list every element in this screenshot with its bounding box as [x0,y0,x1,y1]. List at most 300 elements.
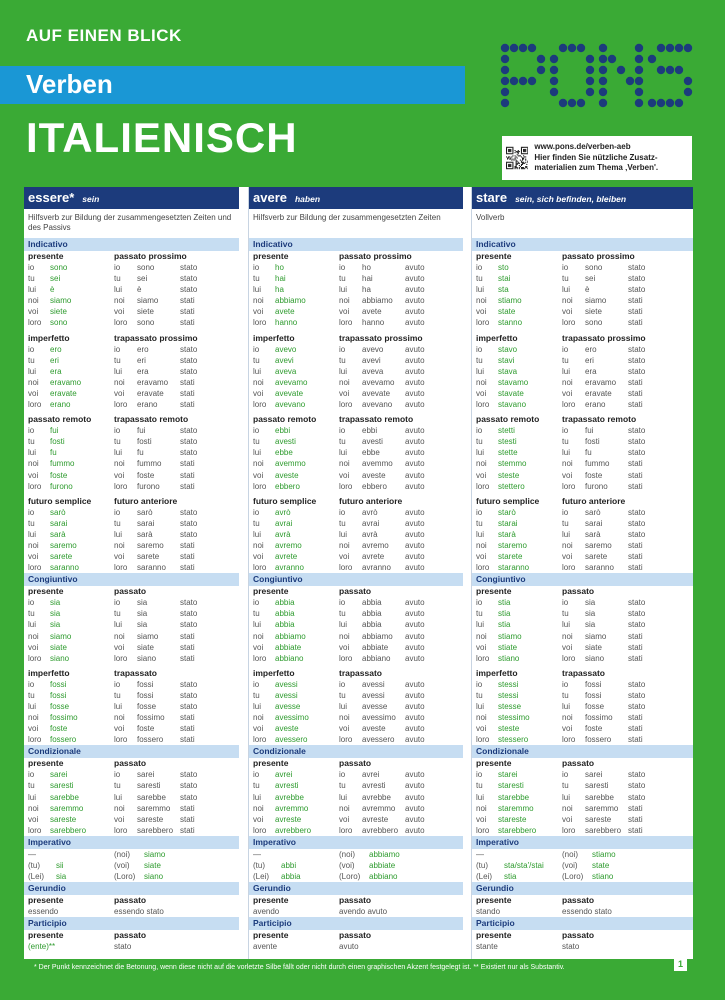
conjugation-row [249,723,463,734]
tense-name: presente [253,895,289,906]
conjugation-row [249,295,463,306]
tense-name: passato [339,895,372,906]
pronoun: noi [476,540,487,550]
pronoun: lui [28,792,37,802]
conjugation-row [24,377,239,388]
pronoun: avuto [405,792,425,802]
conjugation-row [249,792,463,803]
tense-header [249,758,463,769]
tense-name: passato prossimo [562,251,635,261]
verb-form: avessi [275,690,298,700]
verb-form: fossimo [585,713,613,723]
pronoun: stato [628,529,646,539]
verb-form: aveste [362,724,386,734]
pronoun: lui [28,285,37,295]
tense-name: trapassato remoto [562,414,637,425]
verb-form: abbiate [369,861,396,871]
pronoun: loro [476,563,490,573]
verb-form: sia [56,872,67,882]
pronoun: avuto [405,355,425,365]
verb-header [24,187,239,209]
form: (ente)** [28,942,56,952]
verb-form: stia [498,609,511,619]
pronoun: stati [628,653,643,663]
pronoun: stato [628,620,646,630]
verb-form: fu [50,448,57,458]
pronoun: avuto [405,598,425,608]
tense-name: passato [562,895,595,906]
tense-name: imperfetto [28,332,70,343]
verb-form: siete [585,307,602,317]
verb-form: avrebbe [275,792,304,802]
qr-url[interactable]: www.pons.de/verben-aeb [534,142,631,152]
pronoun: (Lei) [253,872,270,882]
pronoun: noi [339,713,350,723]
verb-form: staresti [498,781,524,791]
verb-form: stai [498,274,511,284]
verb-form: è [585,285,590,295]
verb-form: sarò [585,507,601,517]
verb-column-avere [248,187,463,959]
mood-header: Imperativo [472,836,693,849]
conjugation-row [472,507,693,518]
verb-form: ha [275,285,284,295]
pronoun: avuto [405,770,425,780]
pronoun: tu [28,437,35,447]
verb-form: avessero [275,735,308,745]
verb-form: abbia [362,609,382,619]
verb-form: furono [50,481,73,491]
conjugation-row [24,814,239,825]
verb-form: abbiano [369,872,398,882]
pronoun: stati [180,563,195,573]
pronoun: avuto [405,400,425,410]
pronoun: loro [339,318,353,328]
verb-form: sto [498,263,509,272]
verb-header [472,187,693,209]
verb-form: avesti [275,437,296,447]
conjugation-row [472,941,693,952]
verb-form: avessero [362,735,395,745]
pronoun: voi [339,307,350,317]
pronoun: avuto [405,318,425,328]
verb-form: avesti [362,437,383,447]
pronoun: noi [562,296,573,306]
pronoun: io [114,598,121,608]
tense-header [24,668,239,679]
tense-name: trapassato [562,667,605,678]
pronoun: io [253,507,260,517]
conjugation-row [24,470,239,481]
conjugation-row [249,377,463,388]
conjugation-row [249,701,463,712]
verb-form: hanno [275,318,298,328]
pronoun: stati [180,653,195,663]
verb-form: stesse [498,702,522,711]
verb-form: eravate [50,388,77,398]
verb-form: avrei [362,770,380,780]
pronoun: stati [628,563,643,573]
verb-form: siate [50,642,67,652]
conjugation-row [472,723,693,734]
verb-form: saremmo [50,803,84,813]
pronoun: loro [253,825,267,835]
verb-form: siamo [137,296,159,306]
mood-header: Imperativo [249,836,463,849]
pronoun: lui [562,702,571,711]
pronoun: io [253,263,260,272]
pronoun: lui [253,792,262,802]
pronoun: lui [476,285,485,295]
verb-form: furono [585,481,608,491]
verb-form: stavi [498,355,515,365]
conjugation-row [472,803,693,814]
pronoun: io [476,344,483,354]
verb-form: starete [498,552,523,562]
verb-form: stia [498,598,511,608]
pronoun: avuto [405,274,425,284]
pronoun: stato [180,690,198,700]
conjugation-row [24,425,239,436]
pronoun: loro [562,735,576,745]
pronoun: io [339,770,346,780]
verb-form: sono [585,263,603,272]
verb-form: avesse [275,702,301,711]
conjugation-row [472,562,693,573]
tense-name: passato [339,586,372,597]
tense-name: passato [339,930,372,941]
conjugation-row [472,399,693,410]
pronoun: voi [253,470,264,480]
verb-form: è [137,285,142,295]
pronoun: noi [339,296,350,306]
verb-form: sareste [585,814,612,824]
tense-name: imperfetto [253,332,295,343]
conjugation-row [472,273,693,284]
pronoun: loro [476,653,490,663]
tense-name: futuro semplice [28,495,92,506]
conjugation-row [24,388,239,399]
pronoun: tu [253,781,260,791]
tense-name: presente [28,251,64,261]
pronoun: stato [628,702,646,711]
verb-form: fossi [585,690,602,700]
conjugation-row [24,849,239,860]
pronoun: voi [28,724,39,734]
tense-name: presente [253,758,289,769]
tense-name: trapassato [114,667,157,678]
pronoun: stato [180,344,198,354]
pronoun: io [562,426,569,436]
verb-form: foste [137,470,155,480]
conjugation-row [472,518,693,529]
tense-header [472,496,693,507]
conjugation-row [24,399,239,410]
pronoun: avuto [405,377,425,387]
conjugation-row [249,344,463,355]
mood-header: Participio [249,917,463,930]
tense-header [24,496,239,507]
tense-name: presente [476,758,512,769]
verb-note: Vollverb [476,213,505,222]
verb-form: avessi [362,690,385,700]
verb-note: Hilfsverb zur Bildung der zusammengesetzten Zeiten und des Passivs [28,213,232,232]
pronoun: noi [476,803,487,813]
conjugation-row [472,769,693,780]
tense-name: trapassato prossimo [339,332,423,343]
pronoun: loro [28,400,42,410]
tense-name: imperfetto [476,332,518,343]
pronoun: stati [180,459,195,469]
mood-header: Condizionale [472,745,693,758]
pronoun: lui [562,448,571,458]
verb-form: sarebbe [50,792,79,802]
pronoun: voi [562,388,573,398]
verb-form: avevano [275,400,306,410]
pronoun: tu [253,274,260,284]
pronoun: io [28,344,35,354]
conjugation-row [24,690,239,701]
verb-form: sia [585,620,596,630]
pronoun: stati [628,735,643,745]
verb-form: avrà [362,529,378,539]
verb-form: ha [362,285,371,295]
pronoun: lui [253,285,262,295]
verb-form: abbiano [275,653,304,663]
conjugation-row [249,518,463,529]
verb-form: starò [498,507,516,517]
verb-form: siamo [137,631,159,641]
tense-name: passato [562,930,595,941]
conjugation-row [249,860,463,871]
verb-note: Hilfsverb zur Bildung der zusammengesetzten Zeiten [253,213,441,222]
verb-form: avresti [275,781,299,791]
pronoun: avuto [405,563,425,573]
pronoun: stati [180,377,195,387]
pronoun: stato [628,609,646,619]
pronoun: loro [562,400,576,410]
pronoun: io [562,679,569,689]
conjugation-row [24,723,239,734]
form: essendo [28,907,59,917]
conjugation-row [472,871,693,882]
pronoun: avuto [405,814,425,824]
conjugation-row [24,306,239,317]
pronoun: voi [114,470,125,480]
pronoun: tu [339,437,346,447]
pronoun: loro [562,825,576,835]
pronoun: voi [339,814,350,824]
verb-form: fosti [50,437,65,447]
verb-form: sii [56,861,64,871]
verb-form: saremo [50,540,77,550]
conjugation-row [249,803,463,814]
verb-form: stette [498,448,518,458]
conjugation-row [249,388,463,399]
verb-form: saremo [137,540,164,550]
verb-form: ebbe [275,448,293,458]
conjugation-row [24,734,239,745]
verb-form: fu [137,448,144,458]
conjugation-row [472,608,693,619]
form: essendo stato [562,907,612,917]
pronoun: tu [476,437,483,447]
pronoun: lui [476,792,485,802]
tense-header [24,895,239,906]
tense-header [24,333,239,344]
conjugation-row [472,355,693,366]
verb-form: sarete [50,552,73,562]
tense-name: passato [114,758,147,769]
pronoun: tu [114,609,121,619]
pronoun: lui [114,448,123,458]
pronoun: io [28,263,35,272]
pronoun: avuto [405,735,425,745]
pronoun: stati [180,642,195,652]
conjugation-row [249,436,463,447]
conjugation-row [24,366,239,377]
verb-form: stiamo [592,849,616,859]
pronoun: io [114,426,121,436]
verb-form: avrei [275,770,293,780]
pronoun: voi [253,724,264,734]
conjugation-row [249,284,463,295]
mood-header: Indicativo [24,238,239,251]
topic-title: Verben [26,69,113,99]
verb-form: foste [585,470,603,480]
pronoun: noi [114,377,125,387]
verb-form: sia [50,609,61,619]
pronoun: stati [628,318,643,328]
pronoun: lui [562,620,571,630]
verb-translation: sein [82,194,100,204]
verb-form: avranno [362,563,391,573]
pronoun: tu [28,609,35,619]
mood-header: Indicativo [472,238,693,251]
verb-form: erano [585,400,606,410]
pronoun: stato [180,507,198,517]
pronoun: lui [114,366,123,376]
conjugation-row [472,906,693,917]
verb-form: sarò [50,507,66,517]
tense-header [472,758,693,769]
pronoun: io [339,598,346,608]
pronoun: stati [628,470,643,480]
pronoun: loro [28,318,42,328]
verb-form: era [137,366,149,376]
pronoun: stato [180,679,198,689]
conjugation-row [249,273,463,284]
verb-form: stanno [498,318,523,328]
verb-infinitive: stare [476,190,508,205]
pronoun: noi [476,377,487,387]
pronoun: (voi) [339,861,355,871]
mood-header: Gerundio [249,882,463,895]
pronoun: noi [28,713,39,723]
pronoun: (noi) [339,849,356,859]
pronoun: noi [114,459,125,469]
pronoun: stato [180,437,198,447]
pronoun: io [253,679,260,689]
pronoun: noi [562,713,573,723]
pronoun: avuto [405,690,425,700]
pronoun: lui [339,702,348,711]
verb-form: stavo [498,344,518,354]
pronoun: stati [180,481,195,491]
pronoun: loro [562,563,576,573]
pronoun: stati [180,724,195,734]
pronoun: voi [253,552,264,562]
pronoun: voi [476,307,487,317]
pronoun: avuto [405,366,425,376]
pronoun: avuto [405,426,425,436]
verb-form: ebbi [275,426,291,436]
pronoun: lui [28,702,37,711]
pronoun: (Loro) [562,872,584,882]
pronoun: lui [114,792,123,802]
verb-form: stetti [498,426,515,436]
qr-info-box [502,136,692,180]
verb-form: ero [137,344,149,354]
tense-name: passato [562,586,595,597]
verb-form: steste [498,470,520,480]
pronoun: lui [253,529,262,539]
pronoun: stato [180,792,198,802]
pronoun: loro [339,400,353,410]
verb-form: fossi [585,679,602,689]
pronoun: avuto [405,803,425,813]
verb-form: starai [498,518,518,528]
pronoun: noi [28,803,39,813]
verb-form: avremo [275,540,302,550]
verb-form: avrà [275,529,291,539]
verb-form: era [50,366,62,376]
verb-form: ebbi [362,426,378,436]
verb-form: abbia [362,620,382,630]
tense-header [249,930,463,941]
pronoun: stato [628,679,646,689]
verb-form: siamo [144,849,166,859]
conjugation-row [472,597,693,608]
pronoun: stato [180,263,198,272]
pronoun: lui [28,620,37,630]
pronoun: stati [628,631,643,641]
tense-header [249,251,463,262]
pronoun: noi [476,296,487,306]
verb-form: avevate [275,388,304,398]
tense-header [472,414,693,425]
pronoun: stato [180,366,198,376]
verb-form: stessero [498,735,529,745]
pronoun: lui [476,702,485,711]
pronoun: loro [253,735,267,745]
pronoun: stato [180,620,198,630]
pronoun: voi [476,470,487,480]
conjugation-row [472,262,693,273]
tense-name: presente [476,251,512,261]
pronoun: avuto [405,437,425,447]
verb-form: abbia [275,609,295,619]
pronoun: loro [253,318,267,328]
pronoun: loro [253,563,267,573]
verb-form: sta [498,285,509,295]
verb-form: saremo [585,540,612,550]
mood-header: Participio [24,917,239,930]
pronoun: tu [476,690,483,700]
conjugation-row [472,653,693,664]
pronoun: noi [114,540,125,550]
tense-name: imperfetto [253,667,295,678]
